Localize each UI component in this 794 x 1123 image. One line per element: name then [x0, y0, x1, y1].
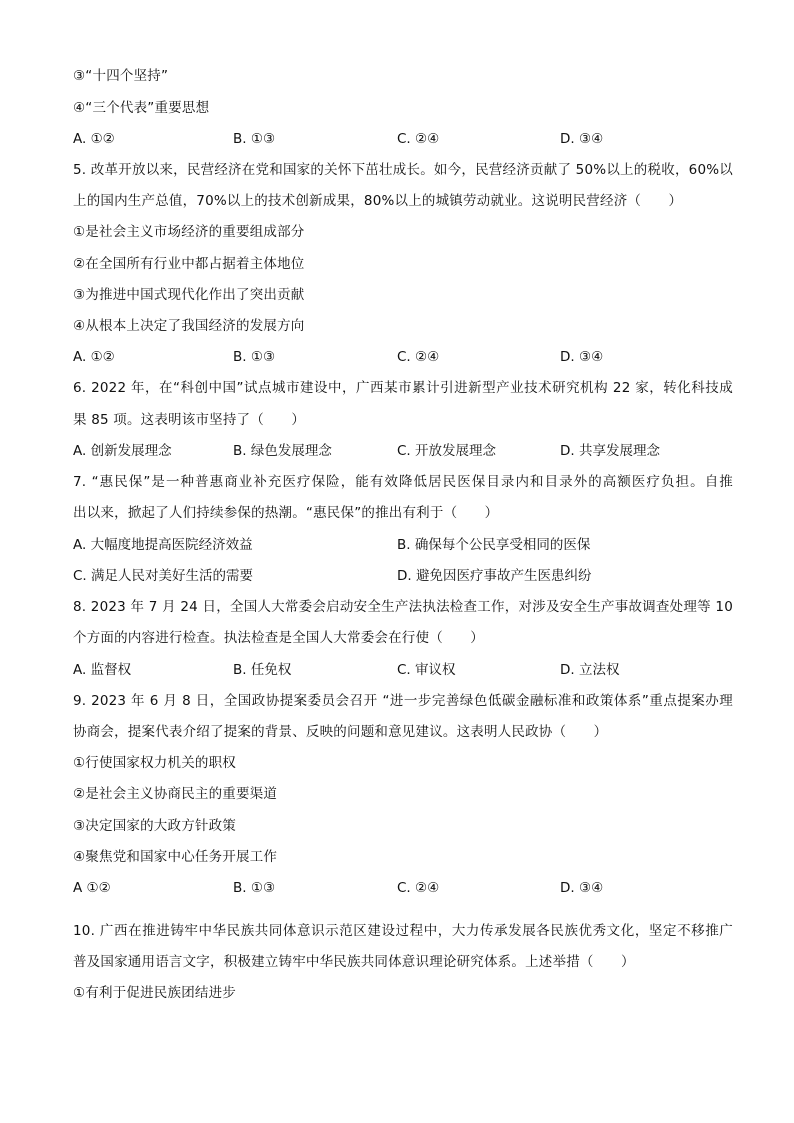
question-5-stem-line2: 上的国内生产总值，70%以上的技术创新成果，80%以上的城镇劳动就业。这说明民营经济（ ） [73, 193, 683, 209]
statement: ②在全国所有行业中都占据着主体地位 [73, 256, 305, 272]
option-a[interactable]: A. 大幅度地提高医院经济效益 [73, 537, 253, 553]
statement: ④聚焦党和国家中心任务开展工作 [73, 849, 278, 865]
options-row [73, 535, 733, 555]
question-6-stem-line2: 果 85 项。这表明该市坚持了（ ） [73, 412, 306, 428]
statement: ④“三个代表”重要思想 [73, 100, 210, 116]
option-c[interactable]: C. 开放发展理念 [397, 443, 497, 459]
option-d[interactable]: D. 立法权 [560, 662, 620, 678]
question-6-stem-line1: 6. 2022 年，在“科创中国”试点城市建设中，广西某市累计引进新型产业技术研究机构 22 家，转化科技成 [73, 380, 733, 396]
option-b[interactable]: B. 任免权 [233, 662, 292, 678]
option-a[interactable]: A. ①② [73, 349, 115, 365]
option-d[interactable]: D. 共享发展理念 [560, 443, 660, 459]
option-d[interactable]: D. 避免因医疗事故产生医患纠纷 [397, 568, 592, 584]
statement: ①行使国家权力机关的职权 [73, 755, 237, 771]
options-row [73, 129, 733, 149]
statement: ①是社会主义市场经济的重要组成部分 [73, 224, 305, 240]
options-row [73, 660, 733, 680]
question-9-stem-line2: 协商会，提案代表介绍了提案的背景、反映的问题和意见建议。这表明人民政协（ ） [73, 724, 608, 740]
option-a[interactable]: A. 创新发展理念 [73, 443, 172, 459]
option-d[interactable]: D. ③④ [560, 131, 604, 147]
options-row [73, 878, 733, 898]
option-a[interactable]: A. 监督权 [73, 662, 132, 678]
statement: ③决定国家的大政方针政策 [73, 818, 237, 834]
question-7-stem-line1: 7. “惠民保”是一种普惠商业补充医疗保险，能有效降低居民医保目录内和目录外的高额医疗负担。自推 [73, 474, 733, 490]
option-b[interactable]: B. ①③ [233, 880, 276, 896]
question-7-stem-line2: 出以来，掀起了人们持续参保的热潮。“惠民保”的推出有利于（ ） [73, 505, 499, 521]
option-b[interactable]: B. ①③ [233, 349, 276, 365]
option-b[interactable]: B. 绿色发展理念 [233, 443, 332, 459]
question-8-stem-line1: 8. 2023 年 7 月 24 日，全国人大常委会启动安全生产法执法检查工作，对涉及安全生产事故调查处理等 10 [73, 599, 733, 615]
options-row [73, 347, 733, 367]
statement: ④从根本上决定了我国经济的发展方向 [73, 318, 305, 334]
options-row [73, 441, 733, 461]
option-c[interactable]: C. 满足人民对美好生活的需要 [73, 568, 254, 584]
statement: ③“十四个坚持” [73, 68, 169, 84]
option-d[interactable]: D. ③④ [560, 349, 604, 365]
question-8-stem-line2: 个方面的内容进行检查。执法检查是全国人大常委会在行使（ ） [73, 630, 484, 646]
statement: ①有利于促进民族团结进步 [73, 985, 237, 1001]
option-b[interactable]: B. ①③ [233, 131, 276, 147]
option-a[interactable]: A ①② [73, 880, 111, 896]
option-c[interactable]: C. ②④ [397, 131, 440, 147]
option-d[interactable]: D. ③④ [560, 880, 604, 896]
question-9-stem-line1: 9. 2023 年 6 月 8 日，全国政协提案委员会召开 “进一步完善绿色低碳金融标准和政策体系”重点提案办理 [73, 693, 733, 709]
option-b[interactable]: B. 确保每个公民享受相同的医保 [397, 537, 591, 553]
question-5-stem-line1: 5. 改革开放以来，民营经济在党和国家的关怀下茁壮成长。如今，民营经济贡献了 50%以上的税收，60%以 [73, 162, 733, 178]
options-row [73, 566, 733, 586]
option-c[interactable]: C. 审议权 [397, 662, 456, 678]
option-a[interactable]: A. ①② [73, 131, 115, 147]
question-10-stem-line1: 10. 广西在推进铸牢中华民族共同体意识示范区建设过程中，大力传承发展各民族优秀文化，坚定不移推广 [73, 923, 733, 939]
option-c[interactable]: C. ②④ [397, 880, 440, 896]
statement: ③为推进中国式现代化作出了突出贡献 [73, 287, 305, 303]
question-10-stem-line2: 普及国家通用语言文字，积极建立铸牢中华民族共同体意识理论研究体系。上述举措（ ） [73, 954, 635, 970]
option-c[interactable]: C. ②④ [397, 349, 440, 365]
statement: ②是社会主义协商民主的重要渠道 [73, 786, 278, 802]
